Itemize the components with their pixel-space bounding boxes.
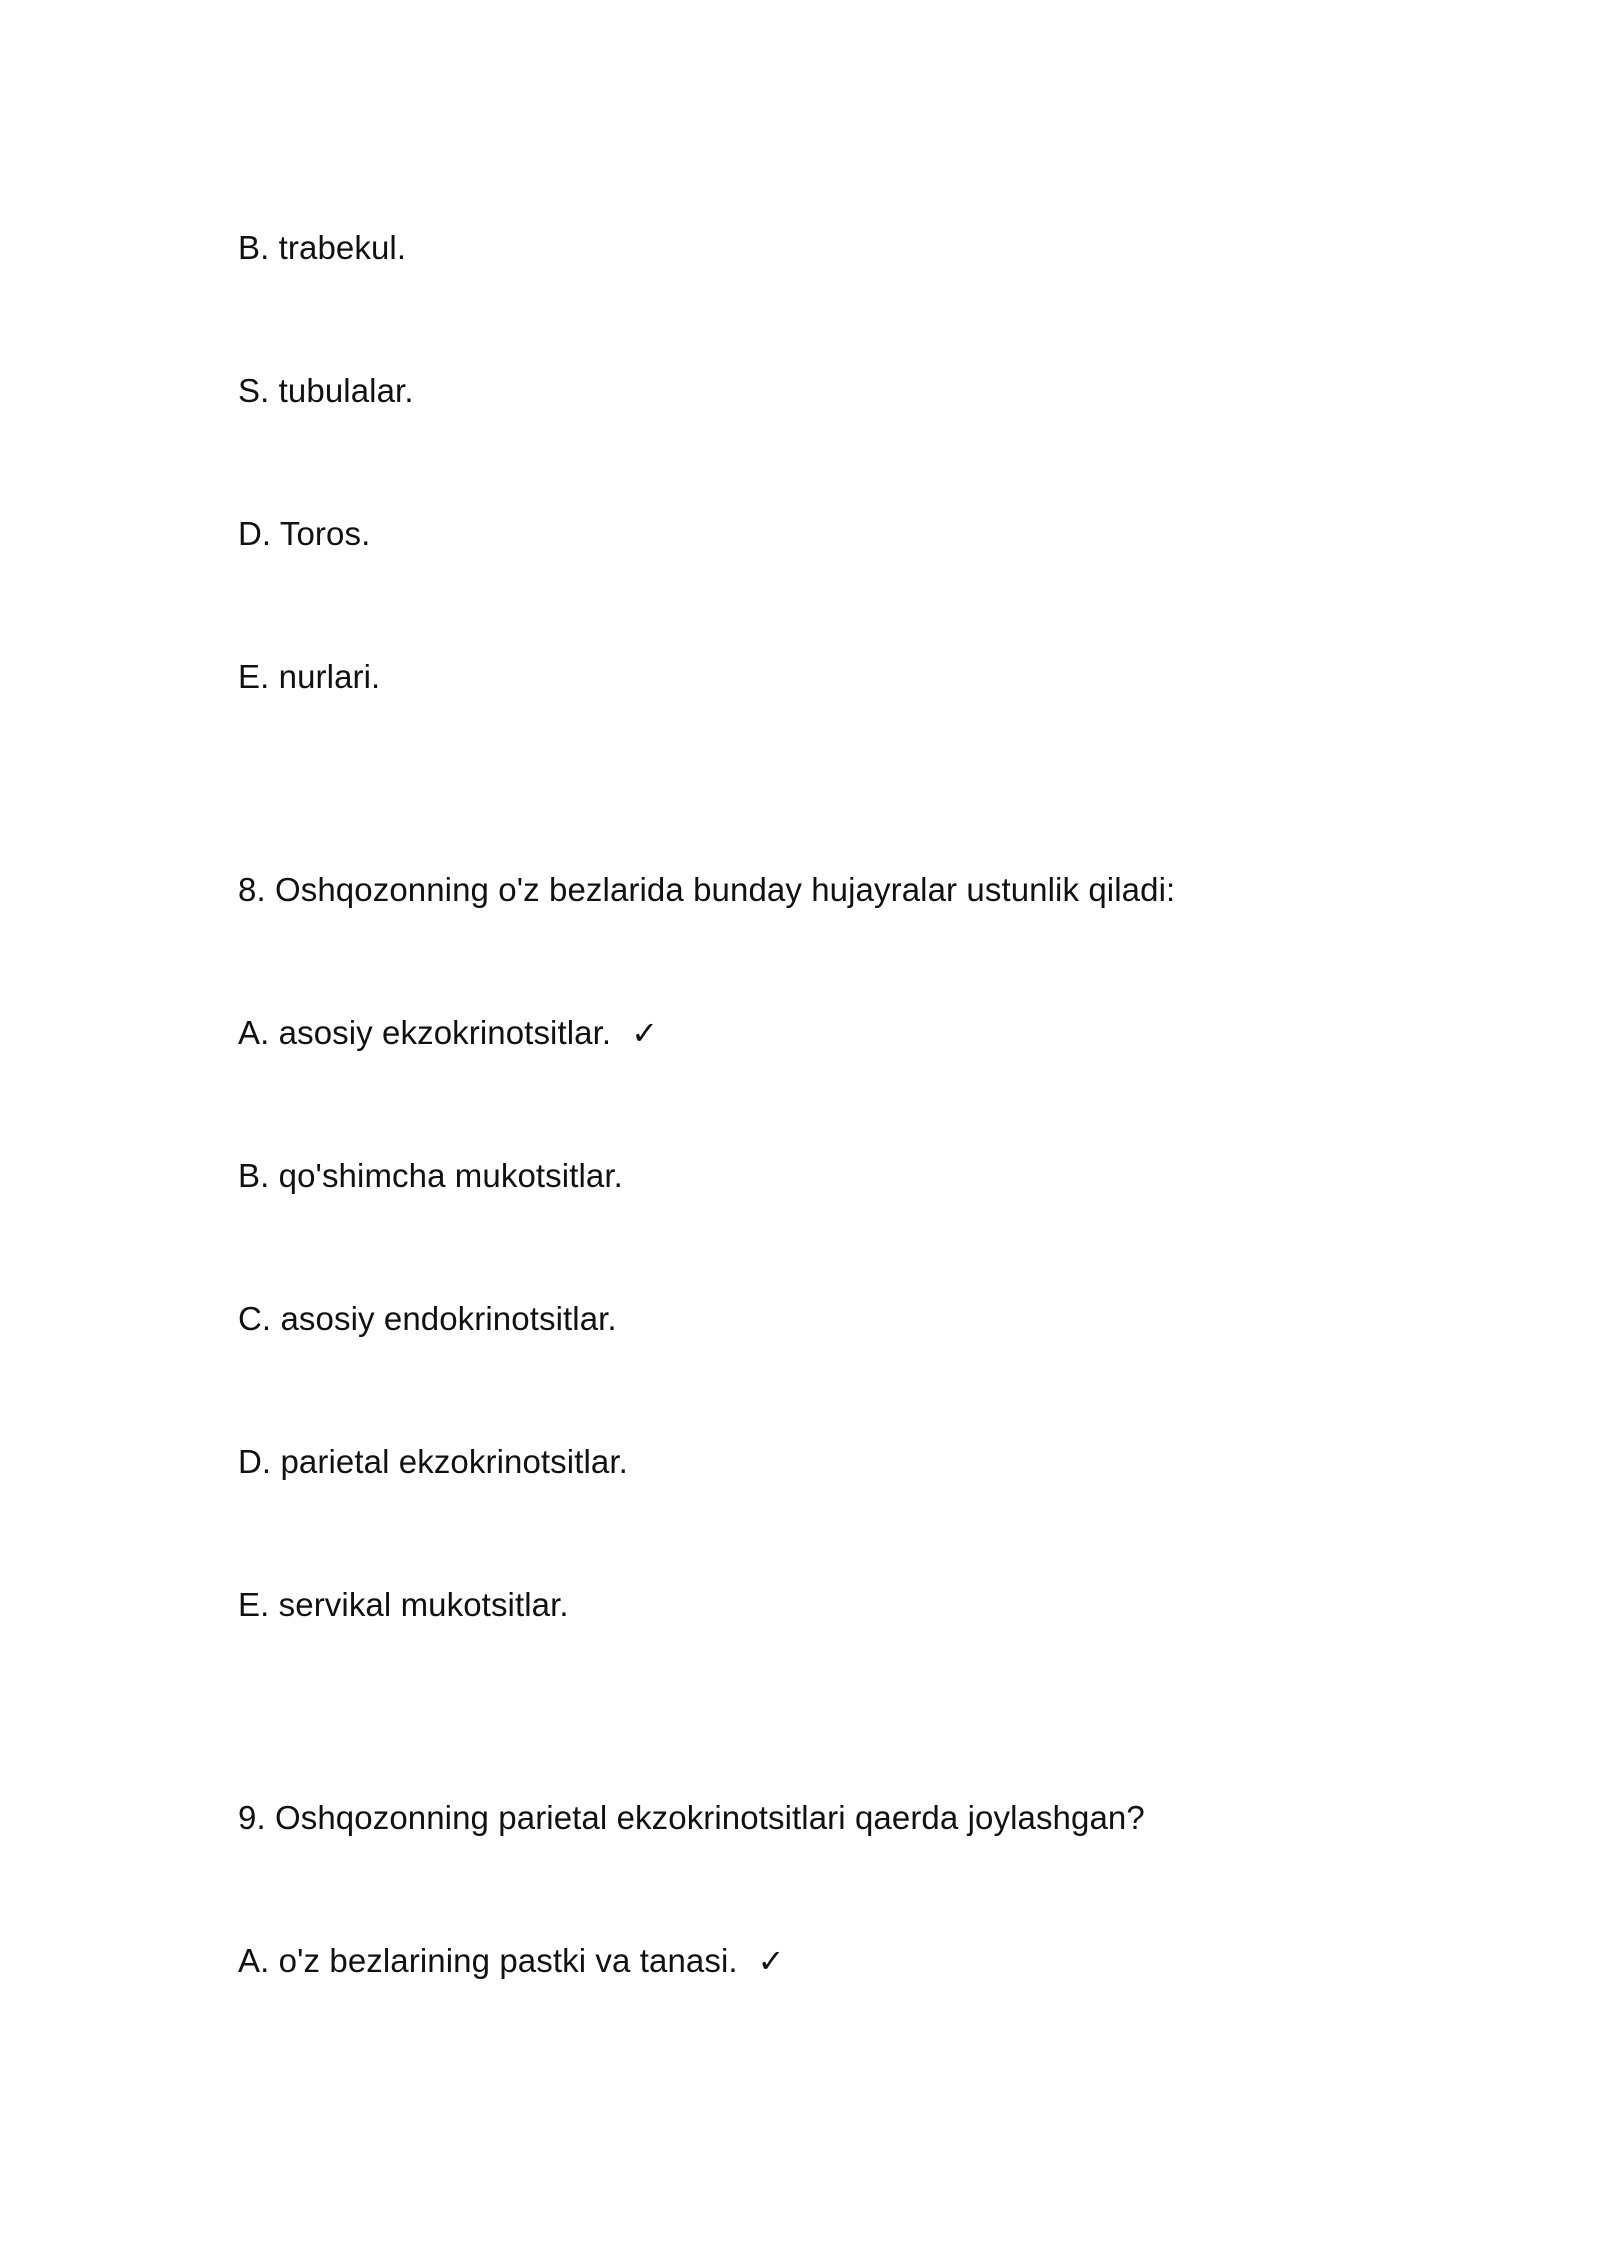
answer-option-d: [238, 514, 370, 554]
option-text: C. asosiy endokrinotsitlar.: [238, 1300, 617, 1337]
option-text: E. nurlari.: [238, 658, 381, 695]
option-text: A. asosiy ekzokrinotsitlar.: [238, 1014, 612, 1051]
question-8-option-d: [238, 1442, 628, 1482]
question-8-option-b: [238, 1156, 623, 1196]
option-text: S. tubulalar.: [238, 372, 414, 409]
option-text: A. o'z bezlarining pastki va tanasi.: [238, 1942, 738, 1979]
checkmark-icon: ✓: [631, 1014, 659, 1052]
question-9-option-a: [238, 1941, 785, 1981]
question-8-option-a: [238, 1013, 658, 1053]
answer-option-s: [238, 371, 414, 411]
option-text: D. Toros.: [238, 515, 371, 552]
option-text: E. servikal mukotsitlar.: [238, 1586, 569, 1623]
question-8-option-e: [238, 1585, 569, 1625]
option-text: B. qo'shimcha mukotsitlar.: [238, 1157, 623, 1194]
answer-option-e: [238, 657, 380, 697]
option-text: B. trabekul.: [238, 229, 407, 266]
question-text: 9. Oshqozonning parietal ekzokrinotsitlari qaerda joylashgan?: [238, 1799, 1145, 1836]
question-8-text: [238, 870, 1175, 910]
question-9-text: [238, 1798, 1145, 1838]
option-text: D. parietal ekzokrinotsitlar.: [238, 1443, 628, 1480]
answer-option-b: [238, 228, 406, 268]
question-text: 8. Oshqozonning o'z bezlarida bunday hujayralar ustunlik qiladi:: [238, 871, 1176, 908]
checkmark-icon: ✓: [757, 1942, 785, 1980]
question-8-option-c: [238, 1299, 617, 1339]
